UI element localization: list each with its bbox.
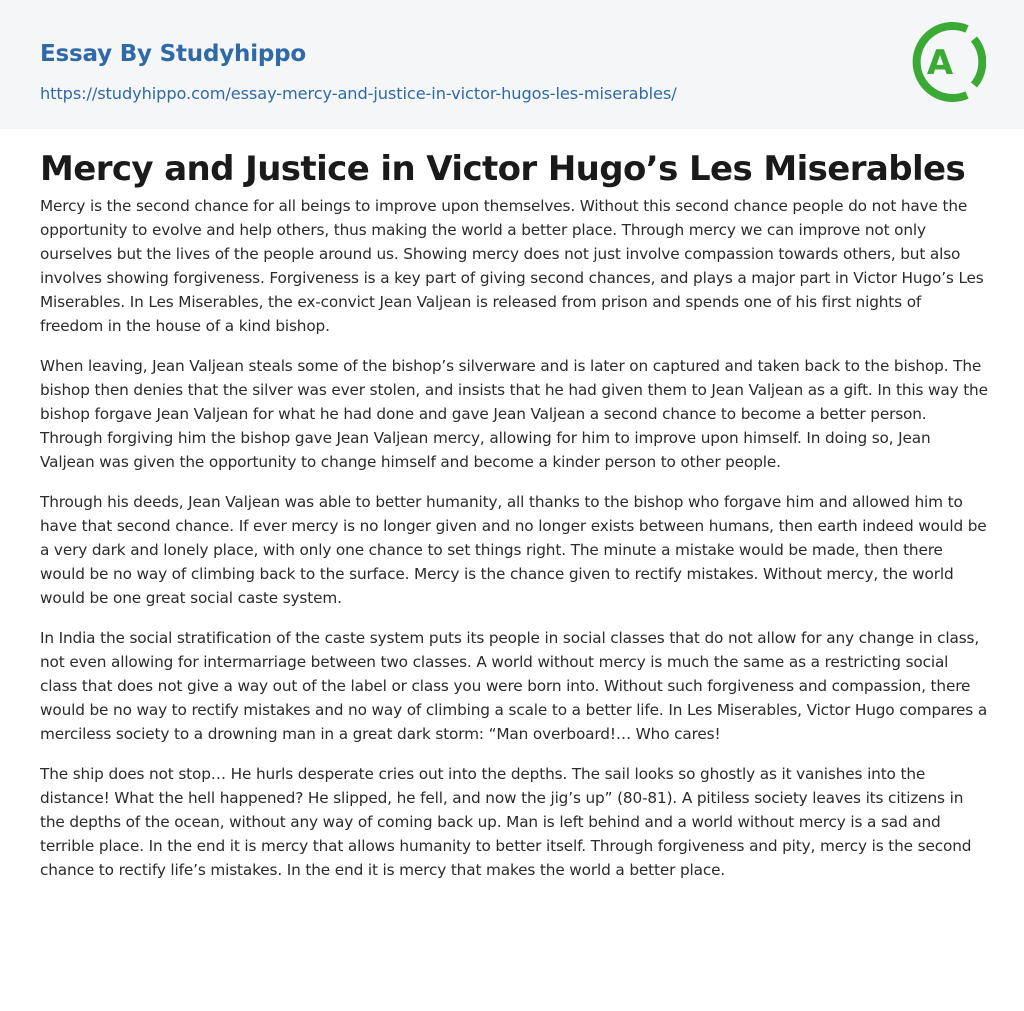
essay-title: Mercy and Justice in Victor Hugo’s Les Miserables — [40, 149, 966, 189]
site-brand[interactable]: Essay By Studyhippo — [40, 41, 307, 67]
site-header — [0, 0, 1024, 129]
studyhippo-logo-icon[interactable] — [912, 19, 986, 105]
essay-paragraph: When leaving, Jean Valjean steals some of the bishop’s silverware and is later on captured and taken back to the bishop. The bishop then denies that the silver was ever stolen, and insists that he had given them to Jean Valjean as a gift. In this way the bishop forgave Jean Valjean for what he had done and gave Jean Valjean a second chance to become a better person. Through forgiving him the bishop gave Jean Valjean mercy, allowing for him to improve upon himself. In doing so, Jean Valjean was given the opportunity to change himself and become a kinder person to other people. — [40, 357, 988, 471]
essay-paragraph: The ship does not stop… He hurls desperate cries out into the depths. The sail looks so ghostly as it vanishes into the distance! What the hell happened? He slipped, he fell, and now the jig’s up” (80-81). A pitiless society leaves its citizens in the depths of the ocean, without any way of coming back up. Man is left behind and a world without mercy is a sad and terrible place. In the end it is mercy that allows humanity to better itself. Through forgiveness and pity, mercy is the second chance to rectify life’s mistakes. In the end it is mercy that makes the world a better place. — [40, 765, 972, 879]
essay-paragraph: Mercy is the second chance for all beings to improve upon themselves. Without this second chance people do not have the opportunity to evolve and help others, thus making the world a better place. Through mercy we can improve not only ourselves but the lives of the people around us. Showing mercy does not just involve compassion towards others, but also involves showing forgiveness. Forgiveness is a key part of giving second chances, and plays a major part in Victor Hugo’s Les Miserables. In Les Miserables, the ex-convict Jean Valjean is released from prison and spends one of his first nights of freedom in the house of a kind bishop. — [40, 197, 984, 335]
essay-paragraph: Through his deeds, Jean Valjean was able to better humanity, all thanks to the bishop who forgave him and allowed him to have that second chance. If ever mercy is no longer given and no longer exists between humans, then earth indeed would be a very dark and lonely place, with only one chance to set things right. The minute a mistake would be made, then there would be no way of climbing back to the surface. Mercy is the chance given to rectify mistakes. Without mercy, the world would be one great social caste system. — [40, 493, 987, 607]
source-url-link[interactable]: https://studyhippo.com/essay-mercy-and-justice-in-victor-hugos-les-miserables/ — [40, 84, 677, 103]
essay-paragraph: In India the social stratification of the caste system puts its people in social classes that do not allow for any change in class, not even allowing for intermarriage between two classes. A world without mercy is much the same as a restricting social class that does not give a way out of the label or class you were born into. Without such forgiveness and compassion, there would be no way to rectify mistakes and no way of climbing a scale to a better life. In Les Miserables, Victor Hugo compares a merciless society to a drowning man in a great dark storm: “Man overboard!… Who cares! — [40, 629, 988, 743]
logo-letter: A — [926, 43, 954, 83]
essay-body — [40, 194, 988, 898]
